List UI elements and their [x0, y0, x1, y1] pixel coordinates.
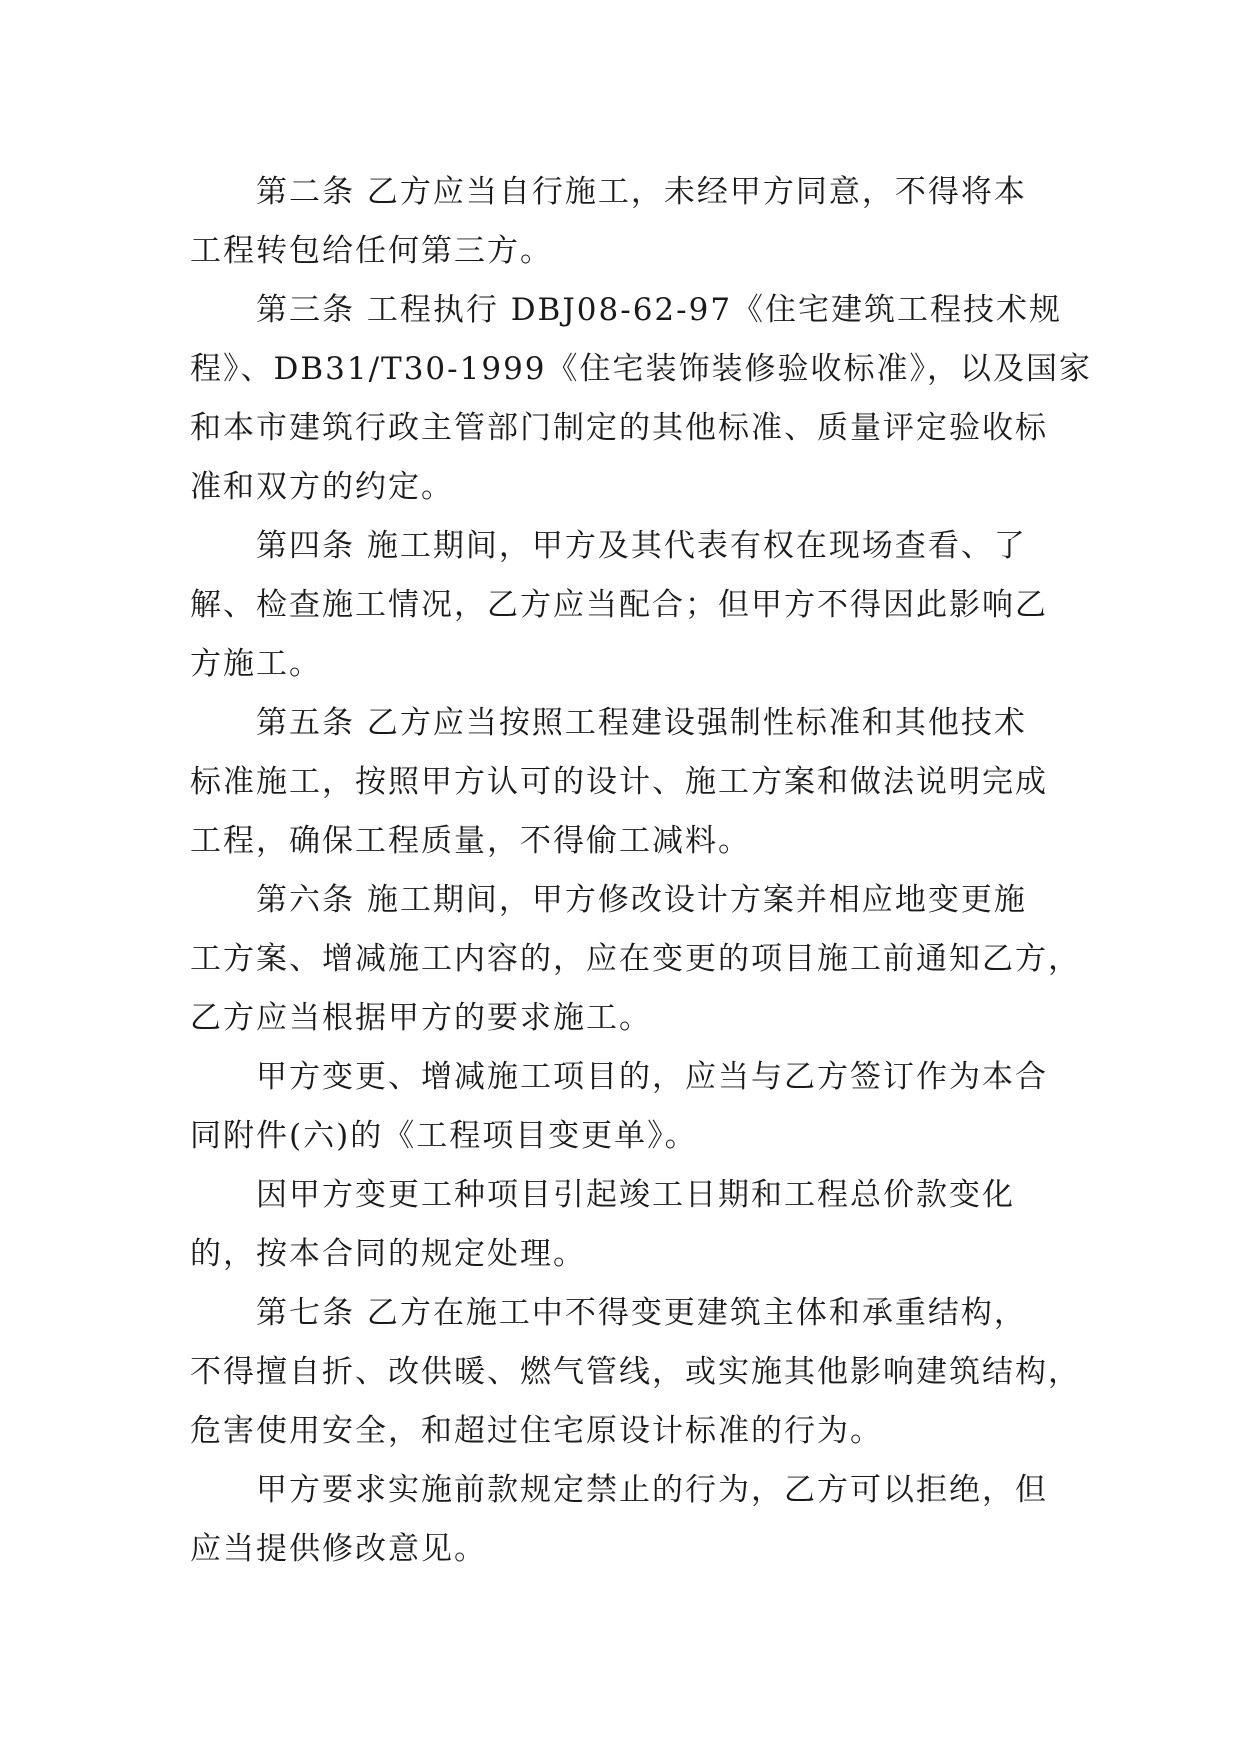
text-line: 工程，确保工程质量，不得偷工减料。 [190, 823, 751, 859]
clause-6-subparagraph-changes [190, 1048, 1050, 1166]
text-line: 应当提供修改意见。 [190, 1531, 487, 1567]
text-line: 第五条 乙方应当按照工程建设强制性标准和其他技术 [256, 705, 1027, 741]
text-line: 的，按本合同的规定处理。 [190, 1236, 586, 1272]
text-line: 准和双方的约定。 [190, 469, 454, 505]
text-line: 工程转包给任何第三方。 [190, 233, 553, 269]
document-body [190, 163, 1093, 1579]
text-line: 因甲方变更工种项目引起竣工日期和工程总价款变化 [256, 1177, 1015, 1213]
text-line: 甲方要求实施前款规定禁止的行为，乙方可以拒绝，但 [256, 1472, 1048, 1508]
text-line: 同附件(六)的《工程项目变更单》。 [190, 1118, 698, 1154]
clause-4-paragraph [190, 517, 1050, 694]
clause-5-paragraph [190, 694, 1050, 871]
clause-7-paragraph [190, 1284, 1081, 1461]
text-line: 标准施工，按照甲方认可的设计、施工方案和做法说明完成 [190, 764, 1048, 800]
text-line: 不得擅自折、改供暖、燃气管线，或实施其他影响建筑结构， [190, 1354, 1081, 1390]
text-line: 工方案、增减施工内容的，应在变更的项目施工前通知乙方， [190, 941, 1081, 977]
text-line: 第二条 乙方应当自行施工，未经甲方同意，不得将本 [256, 174, 1027, 210]
text-line: 程》、DB31/T30-1999《住宅装饰装修验收标准》，以及国家 [190, 351, 1093, 387]
text-line: 危害使用安全，和超过住宅原设计标准的行为。 [190, 1413, 883, 1449]
text-line: 方施工。 [190, 646, 322, 682]
text-line: 第六条 施工期间，甲方修改设计方案并相应地变更施 [256, 882, 1027, 918]
text-line: 第七条 乙方在施工中不得变更建筑主体和承重结构， [256, 1295, 1027, 1331]
clause-3-paragraph [190, 281, 1093, 517]
clause-2-paragraph [190, 163, 1050, 281]
text-line: 乙方应当根据甲方的要求施工。 [190, 1000, 652, 1036]
clause-6-subparagraph-completion [190, 1166, 1050, 1284]
text-line: 和本市建筑行政主管部门制定的其他标准、质量评定验收标 [190, 410, 1048, 446]
clause-7-subparagraph [190, 1461, 1050, 1579]
text-line: 解、检查施工情况，乙方应当配合；但甲方不得因此影响乙 [190, 587, 1048, 623]
text-line: 第四条 施工期间，甲方及其代表有权在现场查看、了 [256, 528, 1027, 564]
clause-6-paragraph [190, 871, 1081, 1048]
text-line: 甲方变更、增减施工项目的，应当与乙方签订作为本合 [256, 1059, 1048, 1095]
text-line: 第三条 工程执行 DBJ08-62-97《住宅建筑工程技术规 [256, 292, 1063, 328]
